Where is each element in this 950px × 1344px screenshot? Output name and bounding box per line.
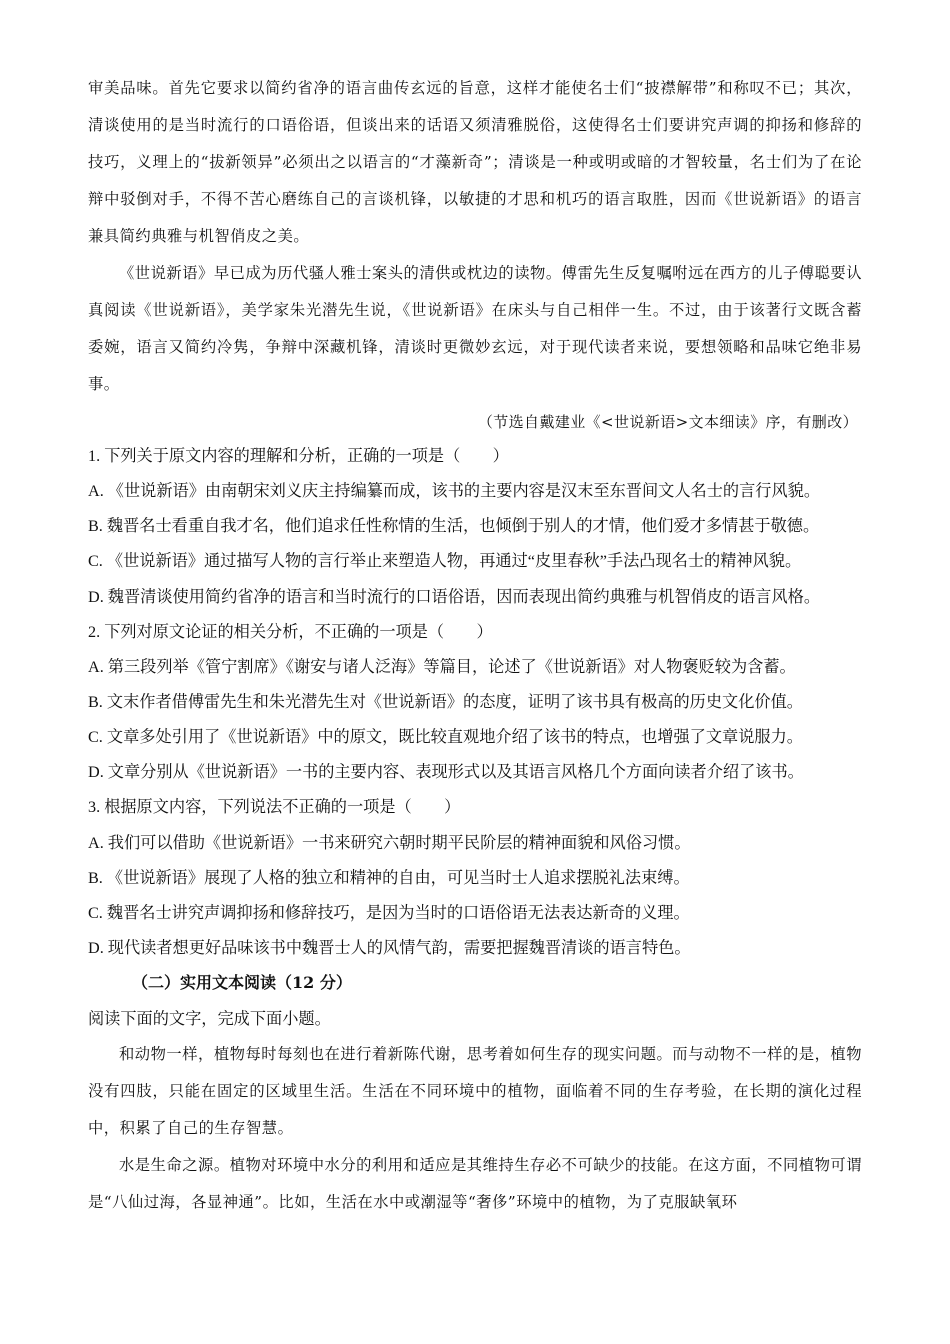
- section-heading: （二）实用文本阅读（12 分）: [132, 973, 352, 992]
- passage-paragraph-last: 《世说新语》早已成为历代骚人雅士案头的清供或枕边的读物。傅雷先生反复嘱咐远在西方的儿子傅聪要认真阅读《世说新语》，美学家朱光潜先生说，《世说新语》在床头与自己相伴一生。不过，由于该著行文既含蓄委婉，语言又简约冷隽，争辩中深藏机锋，清谈时更微妙玄远，对于现代读者来说，要想领略和品味它绝非易事。: [88, 264, 862, 393]
- question-1-option-d: D. 魏晋清谈使用简约省净的语言和当时流行的口语俗语，因而表现出简约典雅与机智俏皮的语言风格。: [88, 588, 821, 606]
- question-3-option-a: A. 我们可以借助《世说新语》一书来研究六朝时期平民阶层的精神面貌和风俗习惯。: [88, 834, 691, 852]
- question-2-option-a: A. 第三段列举《管宁割席》《谢安与诸人泛海》等篇目，论述了《世说新语》对人物褒贬较为含蓄。: [88, 658, 796, 676]
- question-2-option-c: C. 文章多处引用了《世说新语》中的原文，既比较直观地介绍了该书的特点，也增强了文章说服力。: [88, 728, 803, 746]
- question-2-option-d: D. 文章分别从《世说新语》一书的主要内容、表现形式以及其语言风格几个方面向读者介绍了该书。: [88, 763, 804, 781]
- question-3-stem: 3. 根据原文内容，下列说法不正确的一项是（ ）: [88, 798, 461, 816]
- question-1-stem: 1. 下列关于原文内容的理解和分析，正确的一项是（ ）: [88, 447, 509, 465]
- section-paragraph-2: 水是生命之源。植物对环境中水分的利用和适应是其维持生存必不可缺少的技能。在这方面，不同植物可谓是“八仙过海，各显神通”。比如，生活在水中或潮湿等“奢侈”环境中的植物，为了克服缺氧环: [88, 1156, 862, 1211]
- passage-paragraph-continued: 审美品味。首先它要求以简约省净的语言曲传玄远的旨意，这样才能使名士们“披襟解带”和称叹不已；其次，清谈使用的是当时流行的口语俗语，但谈出来的话语又须清雅脱俗，这使得名士们要讲究声调的抑扬和修辞的技巧，义理上的“拔新领异”必须出之以语言的“才藻新奇”；清谈是一种或明或暗的才智较量，名士们为了在论辩中驳倒对手，不得不苦心磨练自己的言谈机锋，以敏捷的才思和机巧的语言取胜，因而《世说新语》的语言兼具简约典雅与机智俏皮之美。: [88, 79, 862, 245]
- question-3-option-d: D. 现代读者想更好品味该书中魏晋士人的风情气韵，需要把握魏晋清谈的语言特色。: [88, 939, 691, 957]
- section-instruction: 阅读下面的文字，完成下面小题。: [88, 1010, 331, 1028]
- question-2-option-b: B. 文末作者借傅雷先生和朱光潜先生对《世说新语》的态度，证明了该书具有极高的历史文化价值。: [88, 693, 803, 711]
- section-paragraph-1: 和动物一样，植物每时每刻也在进行着新陈代谢，思考着如何生存的现实问题。而与动物不一样的是，植物没有四肢，只能在固定的区域里生活。生活在不同环境中的植物，面临着不同的生存考验，在长期的演化过程中，积累了自己的生存智慧。: [88, 1045, 862, 1137]
- question-3-option-b: B. 《世说新语》展现了人格的独立和精神的自由，可见当时士人追求摆脱礼法束缚。: [88, 869, 690, 887]
- question-1-option-c: C. 《世说新语》通过描写人物的言行举止来塑造人物，再通过“皮里春秋”手法凸现名士的精神风貌。: [88, 552, 802, 570]
- question-1-option-b: B. 魏晋名士看重自我才名，他们追求任性称情的生活，也倾倒于别人的才情，他们爱才多情甚于敬德。: [88, 517, 820, 535]
- question-3-option-c: C. 魏晋名士讲究声调抑扬和修辞技巧，是因为当时的口语俗语无法表达新奇的义理。: [88, 904, 690, 922]
- passage-source: （节选自戴建业《<世说新语>文本细读》序，有删改）: [477, 413, 858, 431]
- question-2-stem: 2. 下列对原文论证的相关分析，不正确的一项是（ ）: [88, 623, 493, 641]
- question-1-option-a: A. 《世说新语》由南朝宋刘义庆主持编纂而成，该书的主要内容是汉末至东晋间文人名士的言行风貌。: [88, 482, 821, 500]
